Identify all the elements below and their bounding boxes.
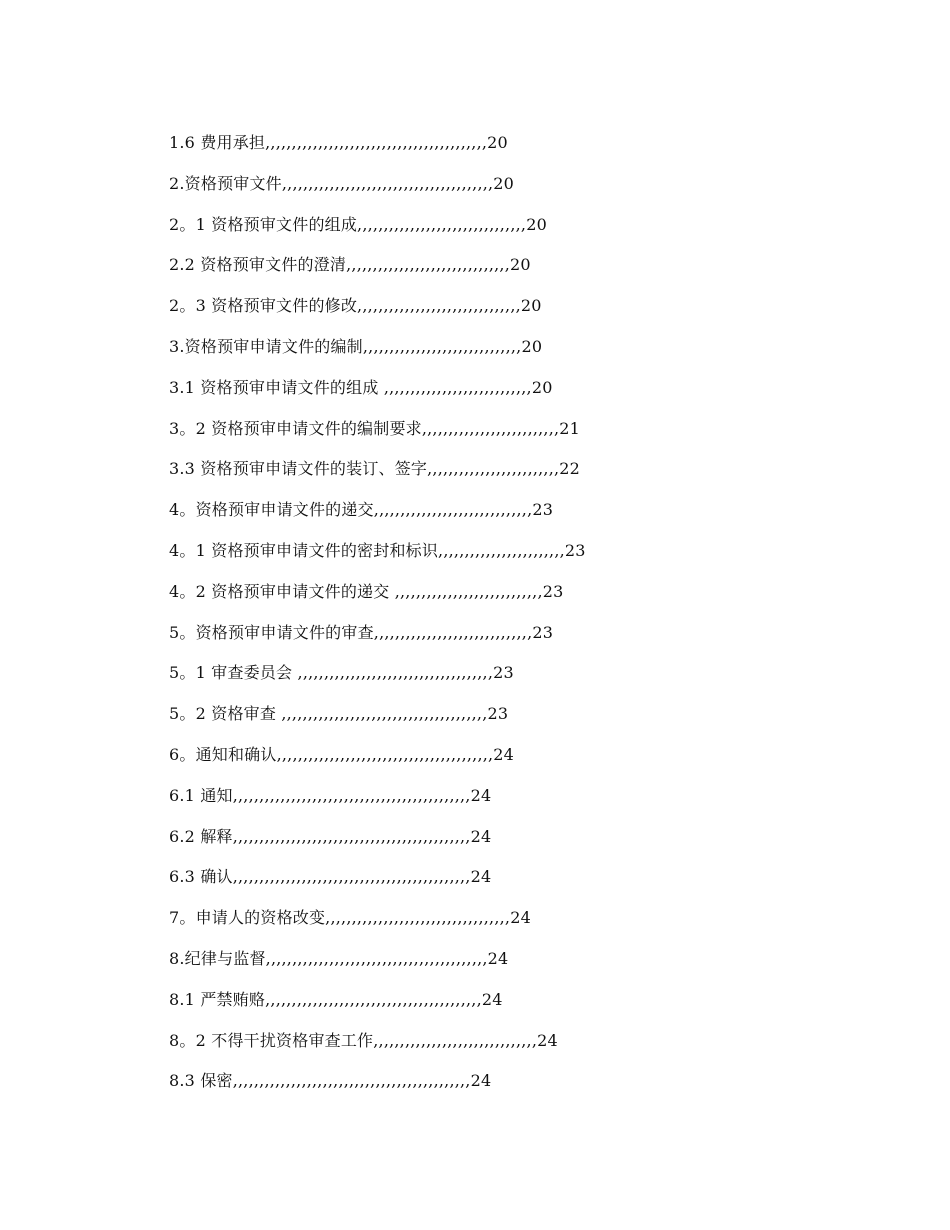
toc-entry: 3.资格预审申请文件的编制,,,,,,,,,,,,,,,,,,,,,,,,,,,,,,20: [169, 336, 543, 356]
toc-entry: 4。资格预审申请文件的递交,,,,,,,,,,,,,,,,,,,,,,,,,,,,,,23: [169, 500, 554, 520]
toc-entry: 6.3 确认,,,,,,,,,,,,,,,,,,,,,,,,,,,,,,,,,,,,,,,,,,,,,24: [169, 867, 492, 887]
toc-entry: 8。2 不得干扰资格审查工作,,,,,,,,,,,,,,,,,,,,,,,,,,,,,,,24: [169, 1030, 558, 1050]
toc-entry: 2.2 资格预审文件的澄清,,,,,,,,,,,,,,,,,,,,,,,,,,,,,,,20: [169, 255, 531, 275]
toc-entry: 5。资格预审申请文件的审查,,,,,,,,,,,,,,,,,,,,,,,,,,,,,,23: [169, 622, 554, 642]
toc-entry: 1.6 费用承担,,,,,,,,,,,,,,,,,,,,,,,,,,,,,,,,,,,,,,,,,,20: [169, 133, 508, 152]
toc-entry: 3.3 资格预审申请文件的装订、签字,,,,,,,,,,,,,,,,,,,,,,,,,22: [169, 459, 581, 479]
toc-entry: 6。通知和确认,,,,,,,,,,,,,,,,,,,,,,,,,,,,,,,,,,,,,,,,,24: [169, 744, 515, 764]
toc-entry: 2.资格预审文件,,,,,,,,,,,,,,,,,,,,,,,,,,,,,,,,,,,,,,,,20: [169, 173, 515, 193]
toc-entry: 8.3 保密,,,,,,,,,,,,,,,,,,,,,,,,,,,,,,,,,,,,,,,,,,,,,24: [169, 1071, 492, 1091]
toc-entry: 6.2 解释,,,,,,,,,,,,,,,,,,,,,,,,,,,,,,,,,,,,,,,,,,,,,24: [169, 826, 492, 846]
toc-entry: 7。申请人的资格改变,,,,,,,,,,,,,,,,,,,,,,,,,,,,,,,,,,,24: [169, 908, 531, 928]
toc-entry: 5。1 审查委员会 ,,,,,,,,,,,,,,,,,,,,,,,,,,,,,,,,,,,,,23: [169, 663, 514, 683]
toc-entry: 8.1 严禁贿赂,,,,,,,,,,,,,,,,,,,,,,,,,,,,,,,,,,,,,,,,,24: [169, 989, 503, 1009]
table-of-contents: [169, 131, 586, 1110]
toc-entry: 4。2 资格预审申请文件的递交 ,,,,,,,,,,,,,,,,,,,,,,,,,,,,23: [169, 581, 564, 601]
toc-entry: 6.1 通知,,,,,,,,,,,,,,,,,,,,,,,,,,,,,,,,,,,,,,,,,,,,,24: [169, 785, 492, 805]
toc-entry: 3.1 资格预审申请文件的组成 ,,,,,,,,,,,,,,,,,,,,,,,,,,,,20: [169, 377, 553, 397]
toc-entry: 2。1 资格预审文件的组成,,,,,,,,,,,,,,,,,,,,,,,,,,,,,,,,20: [169, 214, 547, 234]
toc-entry: 5。2 资格审查 ,,,,,,,,,,,,,,,,,,,,,,,,,,,,,,,,,,,,,,,23: [169, 704, 509, 724]
toc-entry: 4。1 资格预审申请文件的密封和标识,,,,,,,,,,,,,,,,,,,,,,,,23: [169, 540, 586, 560]
toc-entry: 3。2 资格预审申请文件的编制要求,,,,,,,,,,,,,,,,,,,,,,,,,,21: [169, 418, 581, 438]
toc-entry: 2。3 资格预审文件的修改,,,,,,,,,,,,,,,,,,,,,,,,,,,,,,,20: [169, 296, 542, 316]
toc-entry: 8.纪律与监督,,,,,,,,,,,,,,,,,,,,,,,,,,,,,,,,,,,,,,,,,,24: [169, 948, 509, 968]
